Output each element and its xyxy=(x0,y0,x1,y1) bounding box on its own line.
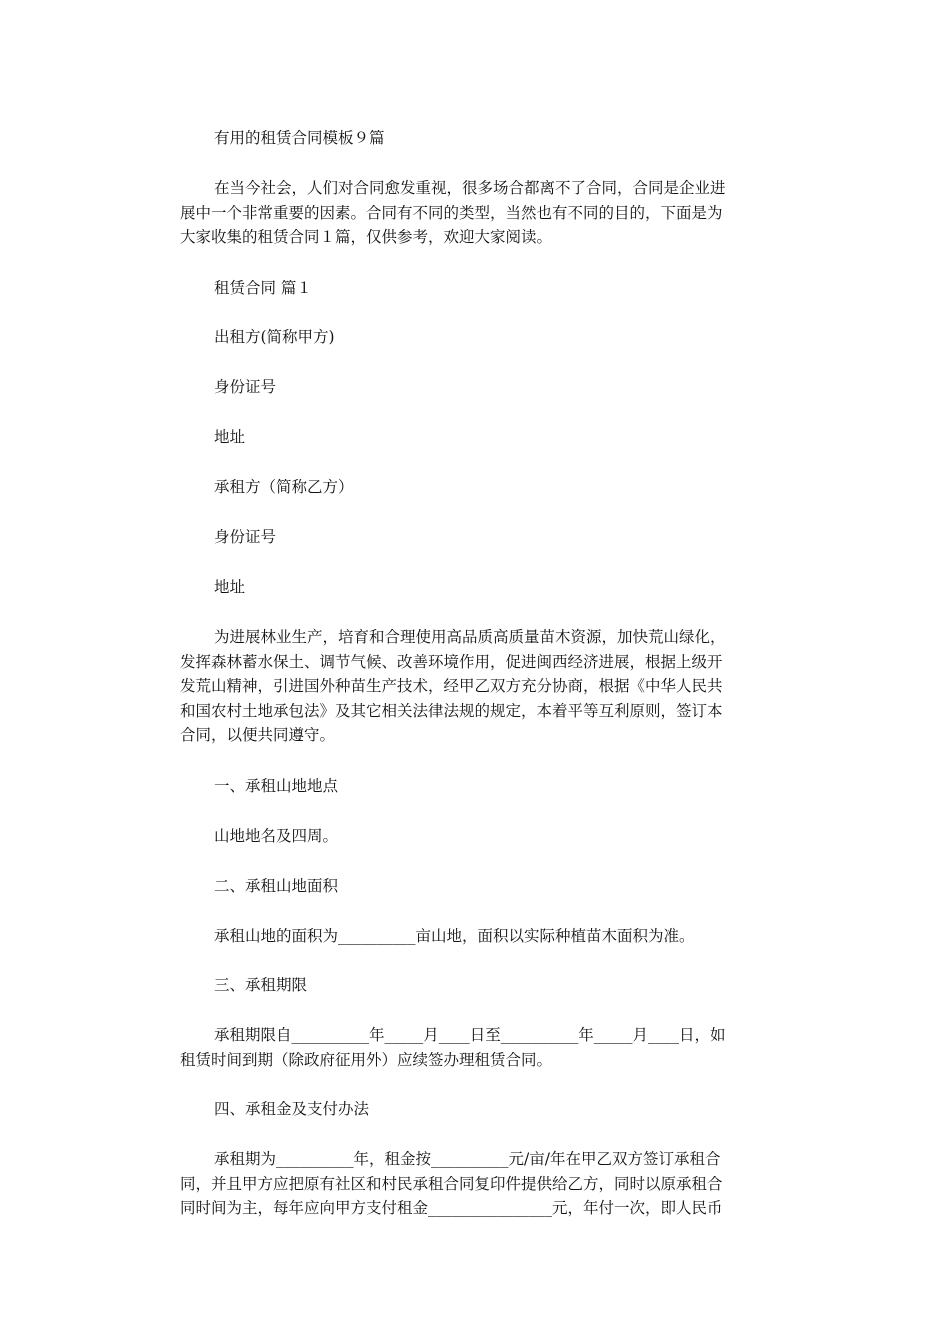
document-title: 有用的租赁合同模板９篇 xyxy=(214,129,385,147)
intro-line: 大家收集的租赁合同１篇，仅供参考，欢迎大家阅读。 xyxy=(180,228,553,246)
purpose-line: 为进展林业生产，培育和合理使用高品质高质量苗木资源，加快荒山绿化， xyxy=(214,628,726,646)
clause-3-line: 承租期限自__________年_____月____日至__________年_____月____日，如 xyxy=(214,1026,726,1044)
clause-3-title: 三、承租期限 xyxy=(214,976,308,994)
clause-2-title: 二、承租山地面积 xyxy=(214,877,339,895)
intro-line: 展中一个非常重要的因素。合同有不同的类型，当然也有不同的目的，下面是为 xyxy=(180,203,723,222)
clause-1-title: 一、承租山地地点 xyxy=(214,777,339,795)
lessee-address-label: 地址 xyxy=(214,578,246,596)
clause-4-line: 同时间为主，每年应向甲方支付租金________________元，年付一次，即人民币 xyxy=(180,1199,723,1217)
lessee-id-label: 身份证号 xyxy=(214,528,277,546)
clause-4-line: 承租期为__________年，租金按__________元/亩/年在甲乙双方签订承租合 xyxy=(214,1150,721,1168)
section-heading: 租赁合同 篇１ xyxy=(214,279,312,297)
clause-4-title: 四、承租金及支付办法 xyxy=(214,1100,370,1118)
lessor-label: 出租方(简称甲方) xyxy=(214,328,335,346)
purpose-line: 和国农村土地承包法》及其它相关法律法规的规定，本着平等互利原则，签订本 xyxy=(180,701,723,720)
clause-3-line: 租赁时间到期（除政府征用外）应续签办理租赁合同。 xyxy=(180,1050,553,1069)
purpose-paragraph xyxy=(180,625,770,748)
lessor-id-label: 身份证号 xyxy=(214,378,277,396)
intro-paragraph xyxy=(180,176,770,250)
purpose-line: 发荒山精神，引进国外种苗生产技术，经甲乙双方充分协商，根据《中华人民共 xyxy=(180,677,723,695)
clause-4-paragraph xyxy=(180,1147,770,1221)
intro-line: 在当今社会，人们对合同愈发重视，很多场合都离不了合同，合同是企业进 xyxy=(214,179,726,197)
lessee-label: 承租方（简称乙方） xyxy=(214,478,354,496)
lessor-address-label: 地址 xyxy=(214,428,246,446)
clause-3-paragraph xyxy=(180,1023,770,1072)
purpose-line: 合同，以便共同遵守。 xyxy=(180,726,336,744)
clause-2-text: 承租山地的面积为__________亩山地，面积以实际种植苗木面积为准。 xyxy=(214,927,695,945)
clause-1-text: 山地地名及四周。 xyxy=(214,827,339,845)
clause-4-line: 同，并且甲方应把原有社区和村民承租合同复印件提供给乙方，同时以原承租合 xyxy=(180,1174,723,1193)
purpose-line: 发挥森林蓄水保土、调节气候、改善环境作用，促进闽西经济进展，根据上级开 xyxy=(180,652,723,671)
